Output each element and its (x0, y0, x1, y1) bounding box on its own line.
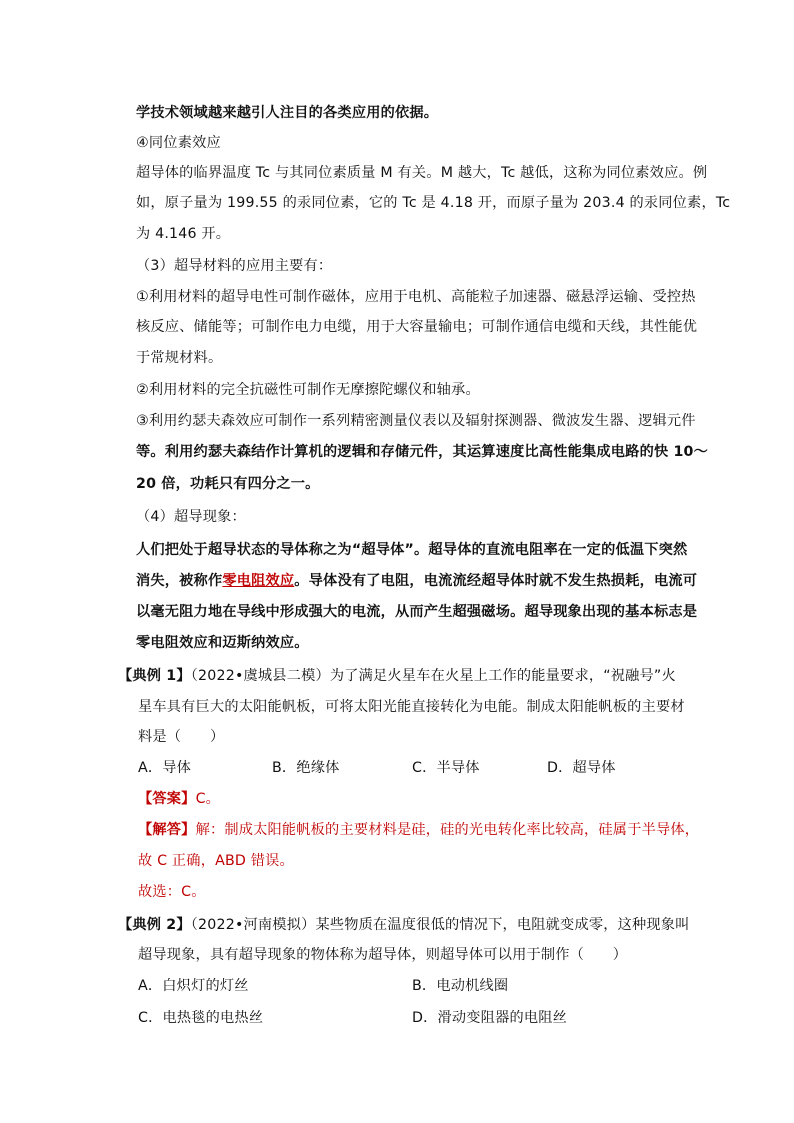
section-heading: （3）超导材料的应用主要有： (136, 258, 333, 274)
answer-tag: 【答案】 (138, 791, 196, 807)
paragraph-line: 以毫无阻力地在导线中形成强大的电流，从而产生超强磁场。超导现象出现的基本标志是 (136, 604, 698, 620)
paragraph-line: 超导体的临界温度 Tc 与其同位素质量 M 有关。M 越大，Tc 越低，这称为同位素效应。例 (136, 165, 708, 181)
paragraph-line: 核反应、储能等；可制作电力电缆，用于大容量输电；可制作通信电缆和天线，其性能优 (136, 319, 698, 335)
analysis-line (138, 820, 699, 840)
option-d: D．超导体 (547, 760, 616, 776)
example-1-stem-line: 料是（ ） (138, 729, 225, 745)
option-d: D．滑动变阻器的电阻丝 (412, 1010, 568, 1026)
example-1-stem-line: 星车具有巨大的太阳能帆板，可将太阳光能直接转化为电能。制成太阳能帆板的主要材 (138, 699, 685, 715)
option-a: A．白炽灯的灯丝 (138, 978, 249, 994)
option-a: A．导体 (138, 760, 192, 776)
paragraph-line: ②利用材料的完全抗磁性可制作无摩擦陀螺仪和轴承。 (136, 382, 480, 398)
section-heading: （4）超导现象： (136, 509, 246, 525)
analysis-line: 故 C 正确，ABD 错误。 (138, 853, 294, 869)
paragraph-line: 人们把处于超导状态的导体称之为“超导体”。超导体的直流电阻率在一定的低温下突然 (136, 542, 688, 558)
paragraph-line: 20 倍，功耗只有四分之一。 (136, 476, 320, 492)
option-b: B．电动机线圈 (412, 978, 509, 994)
analysis-tag: 【解答】 (138, 822, 196, 838)
paragraph-line: 等。利用约瑟夫森结作计算机的逻辑和存储元件，其运算速度比高性能集成电路的快 10～ (136, 444, 709, 460)
paragraph-line: ①利用材料的超导电性可制作磁体，应用于电机、高能粒子加速器、磁悬浮运输、受控热 (136, 289, 696, 305)
example-2-tag: 【典例 2】 (118, 917, 191, 933)
answer-value: C。 (195, 791, 221, 807)
example-1-tag: 【典例 1】 (118, 668, 191, 684)
highlighted-term: 零电阻效应 (222, 573, 295, 589)
text-span: 。导体没有了电阻，电流流经超导体时就不发生热损耗，电流可 (294, 573, 698, 589)
text-span: 消失，被称作 (136, 573, 223, 589)
paragraph-line: 零电阻效应和迈斯纳效应。 (136, 635, 309, 651)
choice-line: 故选：C。 (138, 884, 206, 900)
paragraph-line: 学技术领域越来越引人注目的各类应用的依据。 (136, 105, 439, 121)
paragraph-line (136, 571, 697, 591)
option-c: C．半导体 (412, 760, 480, 776)
example-2-stem (118, 915, 690, 935)
text-span: 解：制成太阳能帆板的主要材料是硅，硅的光电转化率比较高，硅属于半导体， (195, 822, 700, 838)
option-b: B．绝缘体 (272, 760, 340, 776)
paragraph-line: 于常规材料。 (136, 350, 223, 366)
text-span: （2022•虞城县二模）为了满足火星车在火星上工作的能量要求，“祝融号”火 (190, 668, 676, 684)
example-2-stem-line: 超导现象，具有超导现象的物体称为超导体，则超导体可以用于制作（ ） (138, 947, 628, 963)
paragraph-line: 如，原子量为 199.55 的汞同位素，它的 Tc 是 4.18 开，而原子量为 203.4 的汞同位素，Tc (136, 195, 731, 211)
section-heading: ④同位素效应 (136, 135, 221, 151)
answer-line (138, 789, 220, 809)
example-1-stem (118, 666, 676, 686)
paragraph-line: ③利用约瑟夫森效应可制作一系列精密测量仪表以及辐射探测器、微波发生器、逻辑元件 (136, 413, 696, 429)
paragraph-line: 为 4.146 开。 (136, 226, 231, 242)
option-c: C．电热毯的电热丝 (138, 1010, 264, 1026)
text-span: （2022•河南模拟）某些物质在温度很低的情况下，电阻就变成零，这种现象叫 (190, 917, 690, 933)
